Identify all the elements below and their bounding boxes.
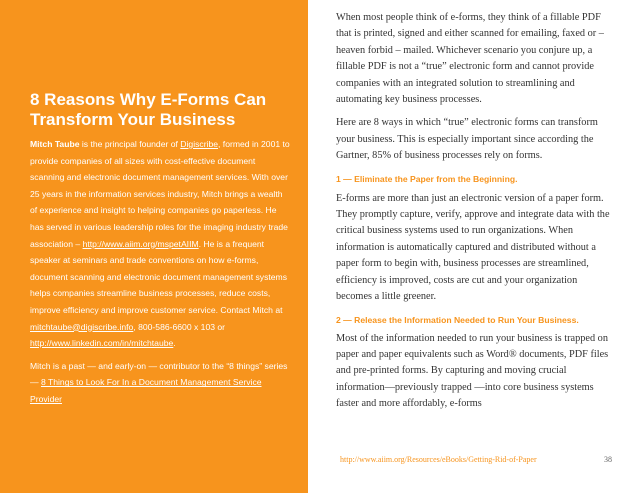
bio-text-c: . He is a frequent speaker at seminars and trade conventions on how e-forms, document scanning and electronic document management systems helps companies streamline business processes, reduce costs, improve efficiency and improve customer service. Contact Mitch at xyxy=(30,238,287,315)
section-1-paragraph: E-forms are more than just an electronic version of a paper form. They promptly capture, verify, approve and integrate data with the critical business systems used to run organizations. When information is automatically captured and distributed without a paper form to begin with, business processes are streamlined, efficiency is improved, costs are cut and your organization becomes a little greener. xyxy=(336,192,610,303)
author-name: Mitch Taube xyxy=(30,139,80,149)
eight-things-link[interactable]: 8 Things to Look For In a Document Management Service Provider xyxy=(30,377,262,404)
bio-text-a: is the principal founder of xyxy=(79,139,181,149)
spacer xyxy=(336,165,612,172)
page-number: 38 xyxy=(604,455,612,464)
sidebar-content xyxy=(30,90,292,408)
email-link[interactable]: mitchtaube@digiscribe.info xyxy=(30,321,134,332)
article-title-line-2: Transform Your Business xyxy=(30,110,236,129)
article-title xyxy=(30,90,292,130)
main-column xyxy=(336,10,612,413)
bio-text-e: . xyxy=(173,338,176,349)
section-2-paragraph: Most of the information needed to run your business is trapped on paper and paper equivalents such as Word® documents, PDF files and pre-printed forms. By capturing and moving crucial information—previously trapped —into core business systems faster and more affordably, e-forms xyxy=(336,332,609,410)
footer-url: http://www.aiim.org/Resources/eBooks/Getting-Rid-of-Paper xyxy=(340,455,537,464)
bio-text-b: , formed in 2001 to provide companies of all sizes with cost-effective document scanning and electronic document management services. With over 25 years in the information services industry, Mitch brings a wealth of experience and insight to helping companies go paperless. He has served in various leadership roles for the imaging industry trade association – xyxy=(30,139,290,249)
linkedin-link[interactable]: http://www.linkedin.com/in/mitchtaube xyxy=(30,338,174,349)
digiscribe-link[interactable]: Digiscribe xyxy=(180,139,219,149)
reasons-intro-paragraph: Here are 8 ways in which “true” electronic forms can transform your business. This is especially important since according the Gartner, 85% of business processes rely on forms. xyxy=(336,117,598,162)
section-heading-2: 2 — Release the Information Needed to Run Your Business. xyxy=(336,314,579,325)
article-title-line-1: 8 Reasons Why E-Forms Can xyxy=(30,90,267,109)
bio-text-d: , 800-586-6600 x 103 or xyxy=(133,321,226,332)
sidebar-panel xyxy=(0,0,308,493)
bio2-text-a: Mitch is a past — and early-on — contributor to the “8 things” series — xyxy=(30,360,288,388)
spacer xyxy=(336,306,612,313)
spacer xyxy=(336,108,612,115)
aiim-link[interactable]: http://www.aiim.org/mspetAIIM xyxy=(82,238,199,249)
intro-paragraph: When most people think of e-forms, they think of a fillable PDF that is printed, signed and either scanned for emailing, faxed or – heaven forbid – mailed. Whichever scenario you conjure up, a fillable PDF is not a “true” electronic form and cannot provide companies with an integrated solution to streamlining and automating key business processes. xyxy=(336,12,604,106)
author-bio xyxy=(30,136,292,352)
author-contributor-note xyxy=(30,358,292,408)
section-heading-1: 1 — Eliminate the Paper from the Beginning. xyxy=(336,173,518,184)
